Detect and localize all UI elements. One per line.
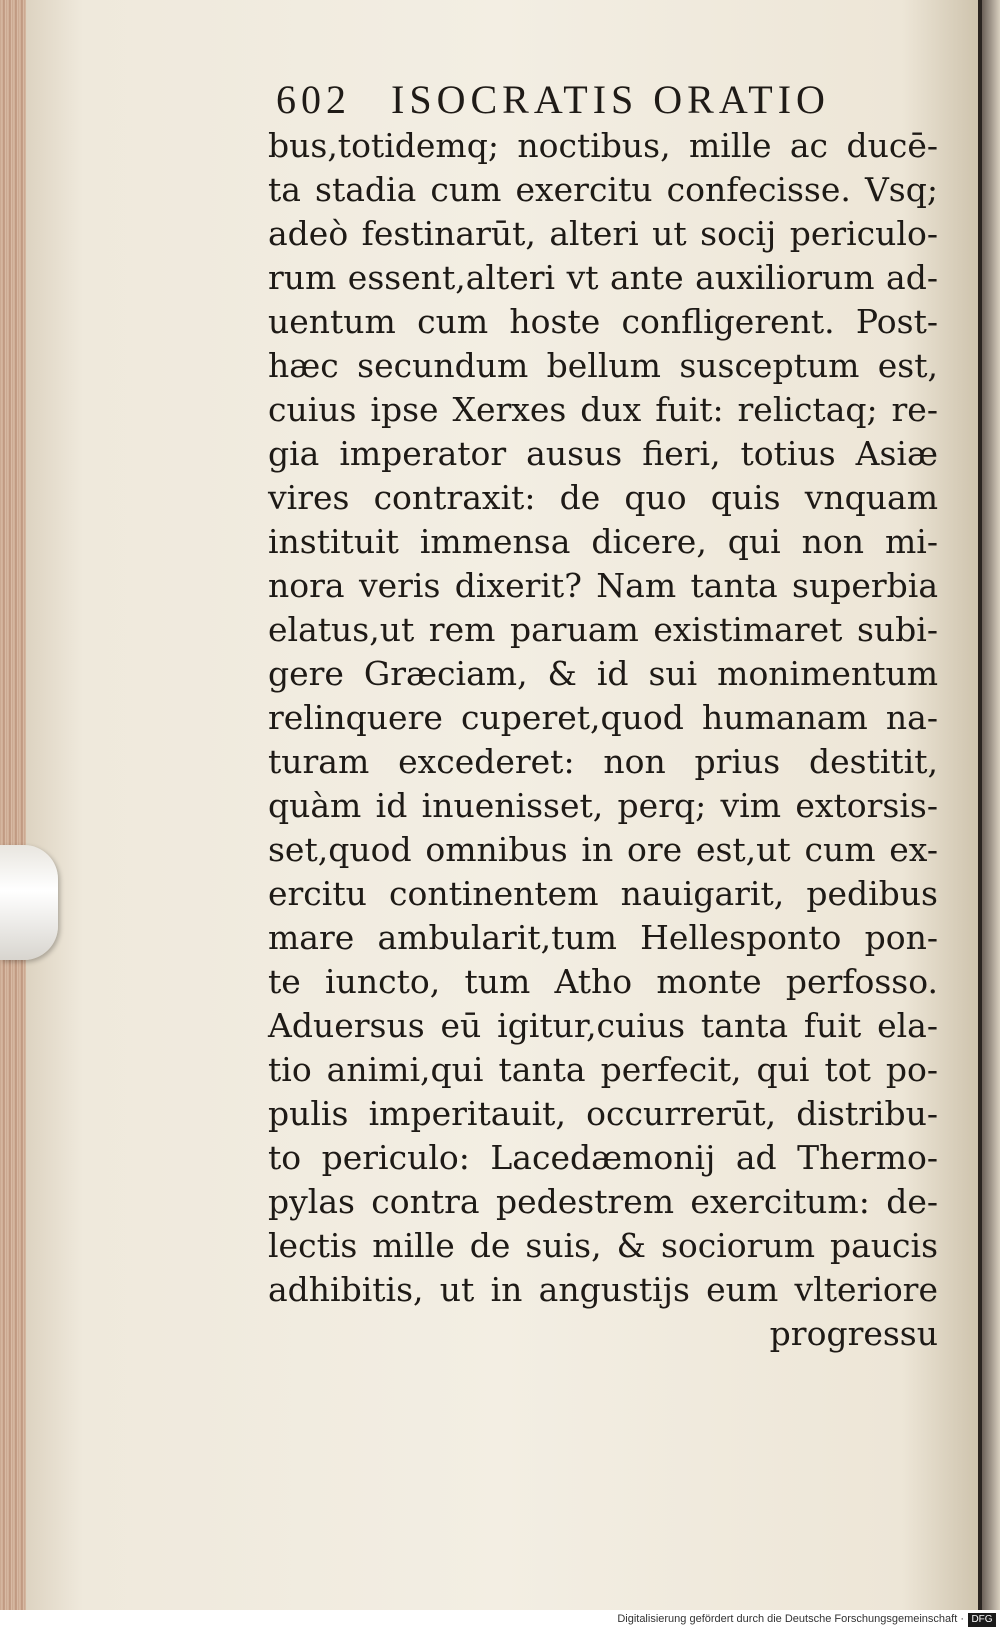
text-line: Aduersus eū igitur,cuius tanta fuit ela- — [268, 1006, 938, 1045]
text-line: uentum cum hoste confligerent. Post- — [268, 302, 938, 341]
text-line: gia imperator ausus fieri, totius Asiæ — [268, 434, 938, 473]
text-line: lectis mille de suis, & sociorum paucis — [268, 1226, 938, 1265]
text-line: adhibitis, ut in angustijs eum vlteriore — [268, 1270, 938, 1309]
text-line: te iuncto, tum Atho monte perfosso. — [268, 962, 938, 1001]
text-line: relinquere cuperet,quod humanam na- — [268, 698, 938, 737]
text-line: to periculo: Lacedæmonij ad Thermo- — [268, 1138, 938, 1177]
text-line: ta stadia cum exercitu confecisse. Vsq; — [268, 170, 938, 209]
text-line: gere Græciam, & id sui monimentum — [268, 654, 938, 693]
text-line: tio animi,qui tanta perfecit, qui tot po- — [268, 1050, 938, 1089]
catchword: progressu — [769, 1314, 938, 1353]
text-line: nora veris dixerit? Nam tanta superbia — [268, 566, 938, 605]
text-line: instituit immensa dicere, qui non mi- — [268, 522, 938, 561]
running-header — [276, 76, 876, 124]
text-line: adeò festinarūt, alteri ut socij periculo- — [268, 214, 938, 253]
text-line: quàm id inuenisset, perq; vim extorsis- — [268, 786, 938, 825]
text-line: ercitu continentem nauigarit, pedibus — [268, 874, 938, 913]
text-line: elatus,ut rem paruam existimaret subi- — [268, 610, 938, 649]
page-clip — [0, 845, 58, 960]
text-line: bus,totidemq; noctibus, mille ac ducē- — [268, 126, 938, 165]
text-line: hæc secundum bellum susceptum est, — [268, 346, 938, 385]
text-line: mare ambularit,tum Hellesponto pon- — [268, 918, 938, 957]
text-line: vires contraxit: de quo quis vnquam — [268, 478, 938, 517]
digitization-footer — [0, 1610, 1000, 1631]
adjacent-page-edge — [978, 0, 1000, 1610]
text-line: set,quod omnibus in ore est,ut cum ex- — [268, 830, 938, 869]
text-line: turam excederet: non prius destitit, — [268, 742, 938, 781]
text-line: rum essent,alteri vt ante auxiliorum ad- — [268, 258, 938, 297]
text-line: cuius ipse Xerxes dux fuit: relictaq; re- — [268, 390, 938, 429]
text-line: pylas contra pedestrem exercitum: de- — [268, 1182, 938, 1221]
funding-credit: Digitalisierung gefördert durch die Deutsche Forschungsgemeinschaft · — [617, 1613, 964, 1625]
page-body-text — [268, 124, 938, 1356]
text-line: pulis imperitauit, occurrerūt, distribu- — [268, 1094, 938, 1133]
page-number: 602 — [276, 77, 351, 122]
dfg-logo: DFG — [968, 1613, 996, 1627]
running-title: ISOCRATIS ORATIO — [391, 77, 830, 122]
